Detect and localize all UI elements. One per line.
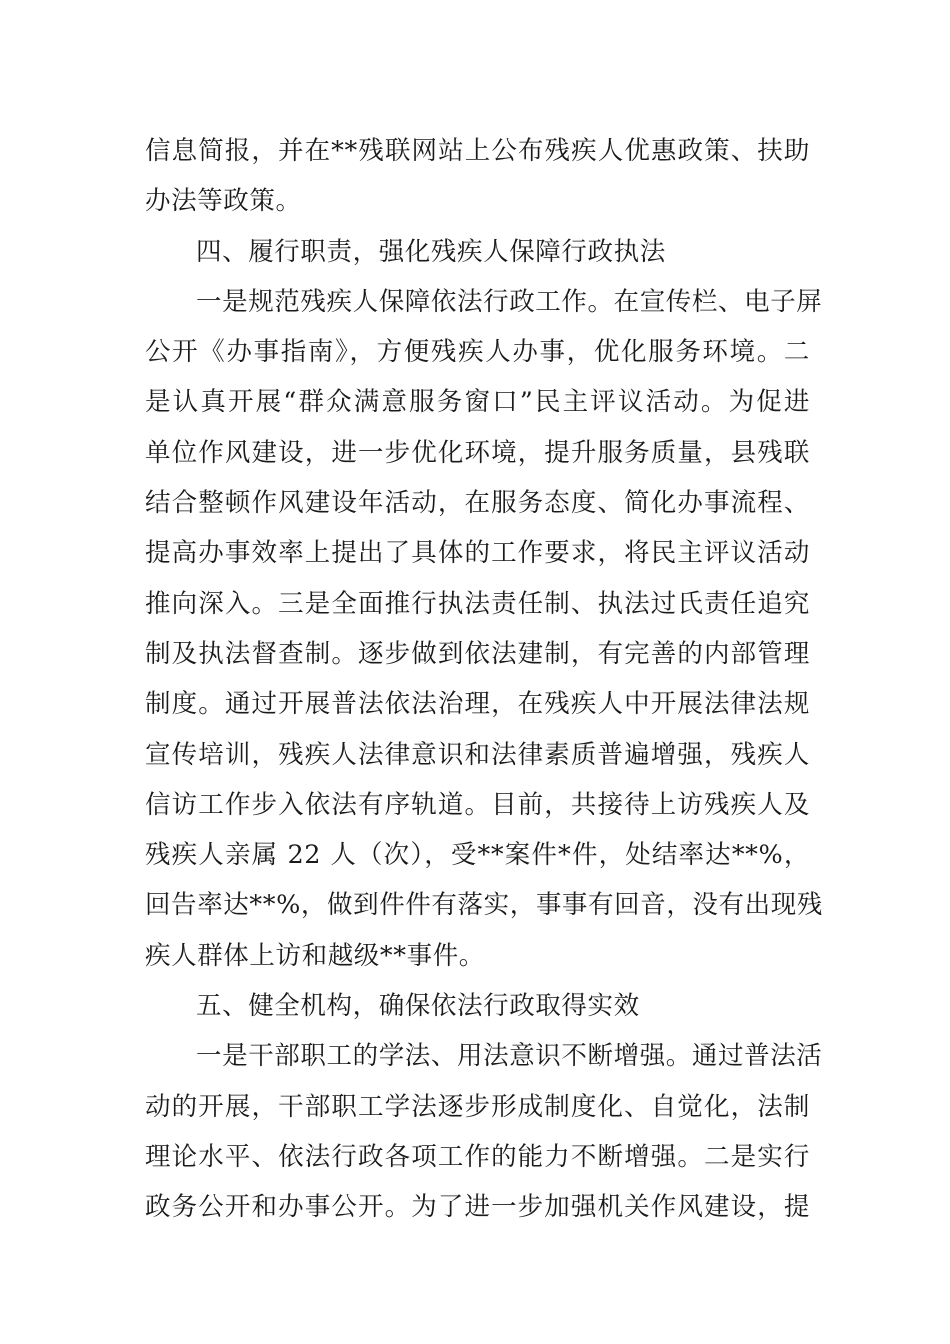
text-line: 制及执法督查制。逐步做到依法建制，有完善的内部管理 — [145, 638, 810, 669]
text-line: 动的开展，干部职工学法逐步形成制度化、自觉化，法制 — [145, 1091, 810, 1122]
text-line: 单位作风建设，进一步优化环境，提升服务质量，县残联 — [145, 437, 810, 468]
text-line: 疾人群体上访和越级**事件。 — [145, 940, 485, 971]
text-line: 结合整顿作风建设年活动，在服务态度、简化办事流程、 — [145, 488, 810, 519]
text-line: 办法等政策。 — [145, 186, 302, 217]
text-line: 一是规范残疾人保障依法行政工作。在宣传栏、电子屏 — [196, 286, 823, 317]
text-line: 宣传培训，残疾人法律意识和法律素质普遍增强，残疾人 — [145, 739, 810, 770]
text-line: 是认真开展“群众满意服务窗口”民主评议活动。为促进 — [145, 387, 810, 418]
text-line: 一是干部职工的学法、用法意识不断增强。通过普法活 — [196, 1041, 823, 1072]
text-line: 残疾人亲属 22 人（次），受**案件*件，处结率达**%， — [145, 840, 810, 871]
text-line: 公开《办事指南》，方便残疾人办事，优化服务环境。二 — [145, 337, 810, 368]
document-body — [145, 126, 823, 1233]
section-heading-4: 四、履行职责，强化残疾人保障行政执法 — [196, 236, 666, 267]
text-line: 理论水平、依法行政各项工作的能力不断增强。二是实行 — [145, 1141, 810, 1172]
text-line: 推向深入。三是全面推行执法责任制、执法过氏责任追究 — [145, 588, 810, 619]
text-line: 信访工作步入依法有序轨道。目前，共接待上访残疾人及 — [145, 789, 810, 820]
text-line: 制度。通过开展普法依法治理，在残疾人中开展法律法规 — [145, 689, 810, 720]
text-line: 提高办事效率上提出了具体的工作要求，将民主评议活动 — [145, 538, 810, 569]
text-line: 回告率达**%，做到件件有落实，事事有回音，没有出现残 — [145, 890, 823, 921]
section-heading-5: 五、健全机构，确保依法行政取得实效 — [196, 991, 640, 1022]
text-line: 政务公开和办事公开。为了进一步加强机关作风建设，提 — [145, 1192, 810, 1223]
text-line: 信息简报，并在**残联网站上公布残疾人优惠政策、扶助 — [145, 136, 810, 166]
